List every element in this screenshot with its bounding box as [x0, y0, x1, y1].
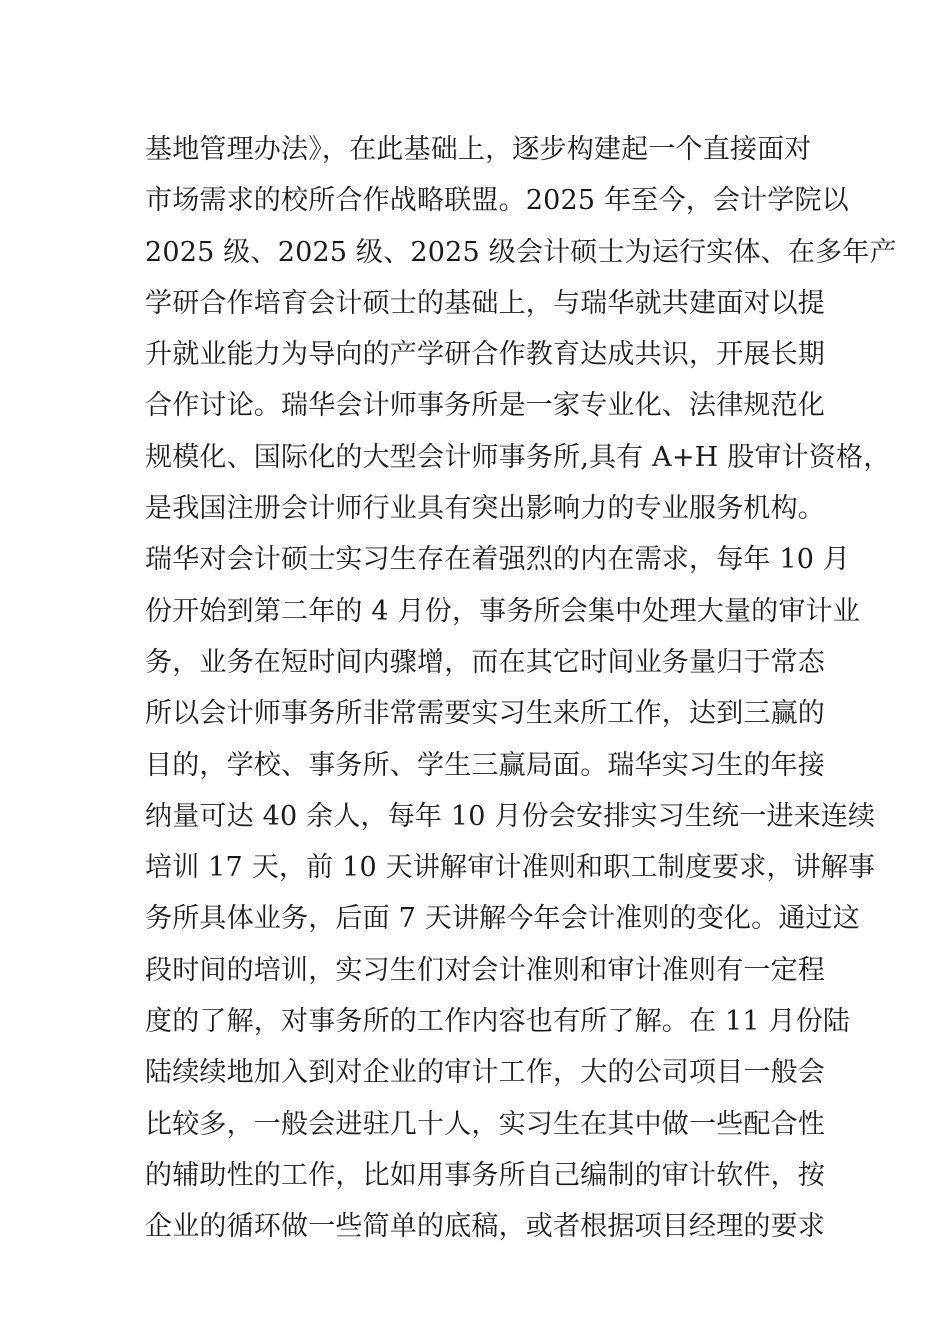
- text-line: 是我国注册会计师行业具有突出影响力的专业服务机构。: [145, 493, 825, 525]
- text-line: 基地管理办法》，在此基础上，逐步构建起一个直接面对: [145, 134, 812, 165]
- text-line: 培训 17 天，前 10 天讲解审计准则和职工制度要求，讲解事: [145, 852, 876, 884]
- text-line: 2025 级、2025 级、2025 级会计硕士为运行实体、在多年产: [145, 236, 897, 268]
- text-line: 目的，学校、事务所、学生三赢局面。瑞华实习生的年接: [145, 749, 825, 781]
- text-line: 学研合作培育会计硕士的基础上，与瑞华就共建面对以提: [145, 287, 825, 319]
- text-line: 企业的循环做一些简单的底稿，或者根据项目经理的要求: [145, 1211, 825, 1243]
- text-line: 的辅助性的工作，比如用事务所自己编制的审计软件，按: [145, 1159, 825, 1191]
- text-line: 份开始到第二年的 4 月份，事务所会集中处理大量的审计业: [145, 595, 860, 627]
- text-line: 所以会计师事务所非常需要实习生来所工作，达到三赢的: [145, 698, 825, 730]
- text-line: 纳量可达 40 余人，每年 10 月份会安排实习生统一进来连续: [145, 800, 876, 832]
- text-line: 陆续续地加入到对企业的审计工作，大的公司项目一般会: [145, 1057, 825, 1089]
- text-line: 比较多，一般会进驻几十人，实习生在其中做一些配合性: [145, 1108, 825, 1140]
- body-text: [145, 124, 897, 1253]
- text-line: 瑞华对会计硕士实习生存在着强烈的内在需求，每年 10 月: [145, 544, 851, 576]
- text-line: 规模化、国际化的大型会计师事务所,具有 A+H 股审计资格，: [145, 441, 891, 473]
- text-line: 段时间的培训，实习生们对会计准则和审计准则有一定程: [145, 954, 825, 986]
- text-line: 务所具体业务，后面 7 天讲解今年会计准则的变化。通过这: [145, 903, 860, 935]
- text-line: 升就业能力为导向的产学研合作教育达成共识，开展长期: [145, 339, 825, 371]
- text-line: 务，业务在短时间内骤增，而在其它时间业务量归于常态: [145, 646, 825, 678]
- text-line: 市场需求的校所合作战略联盟。2025 年至今，会计学院以: [145, 185, 849, 217]
- text-line: 度的了解，对事务所的工作内容也有所了解。在 11 月份陆: [145, 1006, 851, 1038]
- text-line: 合作讨论。瑞华会计师事务所是一家专业化、法律规范化: [145, 390, 825, 422]
